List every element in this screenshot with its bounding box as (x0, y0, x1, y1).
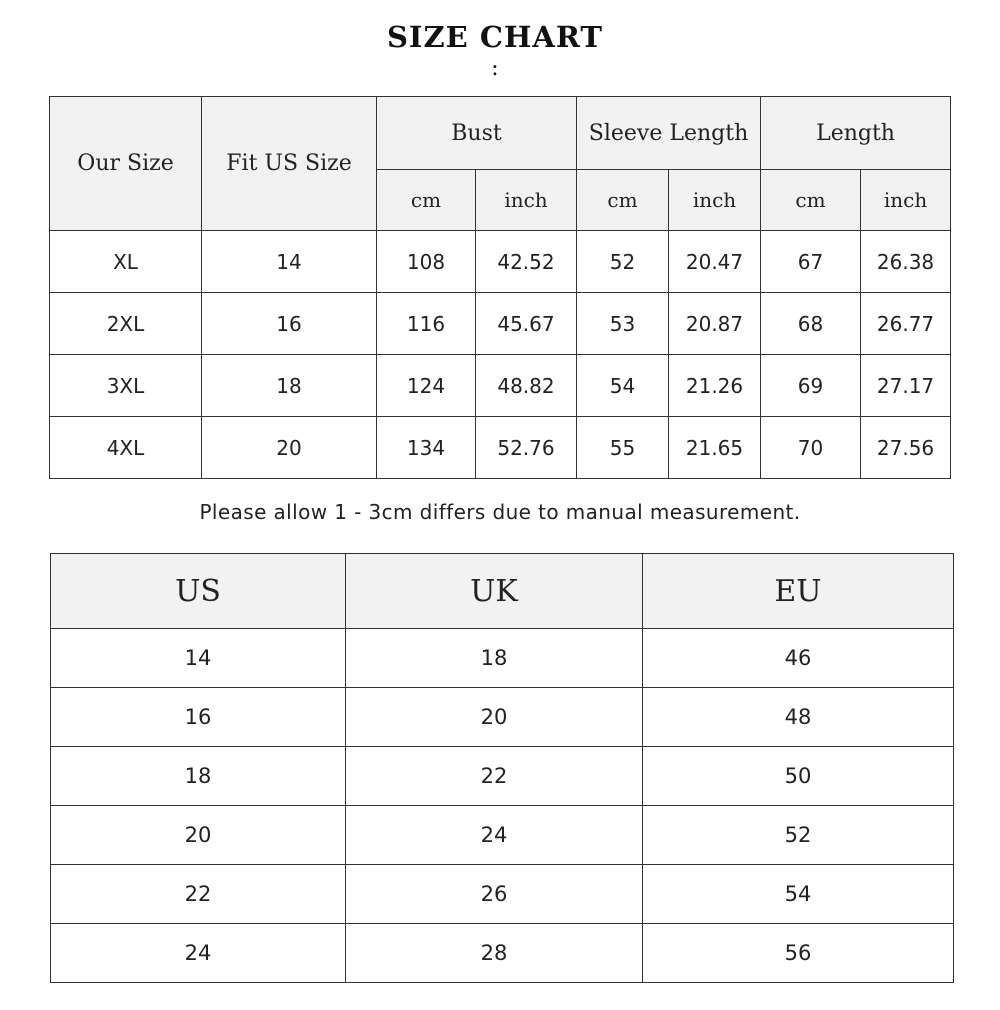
table-cell: 28 (346, 924, 643, 983)
table-cell: 4XL (50, 417, 202, 479)
table-cell: XL (50, 231, 202, 293)
table-cell: 124 (377, 355, 476, 417)
table-cell: 21.26 (669, 355, 761, 417)
table-cell: 20.47 (669, 231, 761, 293)
table-cell: 68 (761, 293, 861, 355)
unit-inch: inch (476, 170, 577, 231)
table-row (51, 806, 954, 865)
measurement-note: Please allow 1 - 3cm differs due to manual measurement. (199, 500, 801, 524)
table-cell: 18 (51, 747, 346, 806)
size-conversion-table (50, 553, 954, 983)
header-bust: Bust (377, 97, 577, 170)
header-us: US (51, 554, 346, 629)
table-cell: 48 (643, 688, 954, 747)
table-cell: 108 (377, 231, 476, 293)
table-row (50, 231, 951, 293)
table-cell: 27.17 (861, 355, 951, 417)
table-cell: 16 (202, 293, 377, 355)
table-cell: 52 (577, 231, 669, 293)
table-cell: 22 (346, 747, 643, 806)
table-row (51, 629, 954, 688)
table-cell: 56 (643, 924, 954, 983)
table-row (51, 865, 954, 924)
unit-cm: cm (577, 170, 669, 231)
table-cell: 20.87 (669, 293, 761, 355)
table-cell: 50 (643, 747, 954, 806)
table-row (50, 293, 951, 355)
header-sleeve-length: Sleeve Length (577, 97, 761, 170)
table-cell: 46 (643, 629, 954, 688)
table-cell: 42.52 (476, 231, 577, 293)
table-cell: 54 (643, 865, 954, 924)
table-cell: 18 (346, 629, 643, 688)
page-title: SIZE CHART (386, 20, 604, 54)
table-row (50, 355, 951, 417)
header-eu: EU (643, 554, 954, 629)
table-cell: 52.76 (476, 417, 577, 479)
table-cell: 24 (51, 924, 346, 983)
table-cell: 27.56 (861, 417, 951, 479)
table-cell: 20 (202, 417, 377, 479)
table-cell: 55 (577, 417, 669, 479)
header-fit-us-size: Fit US Size (202, 97, 377, 231)
table-cell: 2XL (50, 293, 202, 355)
conversion-table-body (51, 629, 954, 983)
table-cell: 48.82 (476, 355, 577, 417)
table-cell: 53 (577, 293, 669, 355)
table-cell: 67 (761, 231, 861, 293)
unit-inch: inch (861, 170, 951, 231)
table-row (51, 747, 954, 806)
size-table-body (50, 231, 951, 479)
table-row (51, 924, 954, 983)
table-cell: 70 (761, 417, 861, 479)
table-cell: 21.65 (669, 417, 761, 479)
table-cell: 18 (202, 355, 377, 417)
table-cell: 20 (51, 806, 346, 865)
table-cell: 22 (51, 865, 346, 924)
table-cell: 52 (643, 806, 954, 865)
table-cell: 134 (377, 417, 476, 479)
table-cell: 45.67 (476, 293, 577, 355)
table-cell: 20 (346, 688, 643, 747)
table-cell: 16 (51, 688, 346, 747)
unit-cm: cm (377, 170, 476, 231)
size-chart-table (49, 96, 951, 479)
table-row (50, 417, 951, 479)
table-cell: 69 (761, 355, 861, 417)
table-cell: 14 (202, 231, 377, 293)
table-cell: 3XL (50, 355, 202, 417)
table-row (51, 688, 954, 747)
table-cell: 116 (377, 293, 476, 355)
header-uk: UK (346, 554, 643, 629)
table-cell: 26.38 (861, 231, 951, 293)
table-cell: 24 (346, 806, 643, 865)
header-length: Length (761, 97, 951, 170)
table-cell: 14 (51, 629, 346, 688)
table-cell: 54 (577, 355, 669, 417)
unit-cm: cm (761, 170, 861, 231)
title-colon: : (491, 56, 499, 81)
table-cell: 26 (346, 865, 643, 924)
header-our-size: Our Size (50, 97, 202, 231)
table-cell: 26.77 (861, 293, 951, 355)
unit-inch: inch (669, 170, 761, 231)
